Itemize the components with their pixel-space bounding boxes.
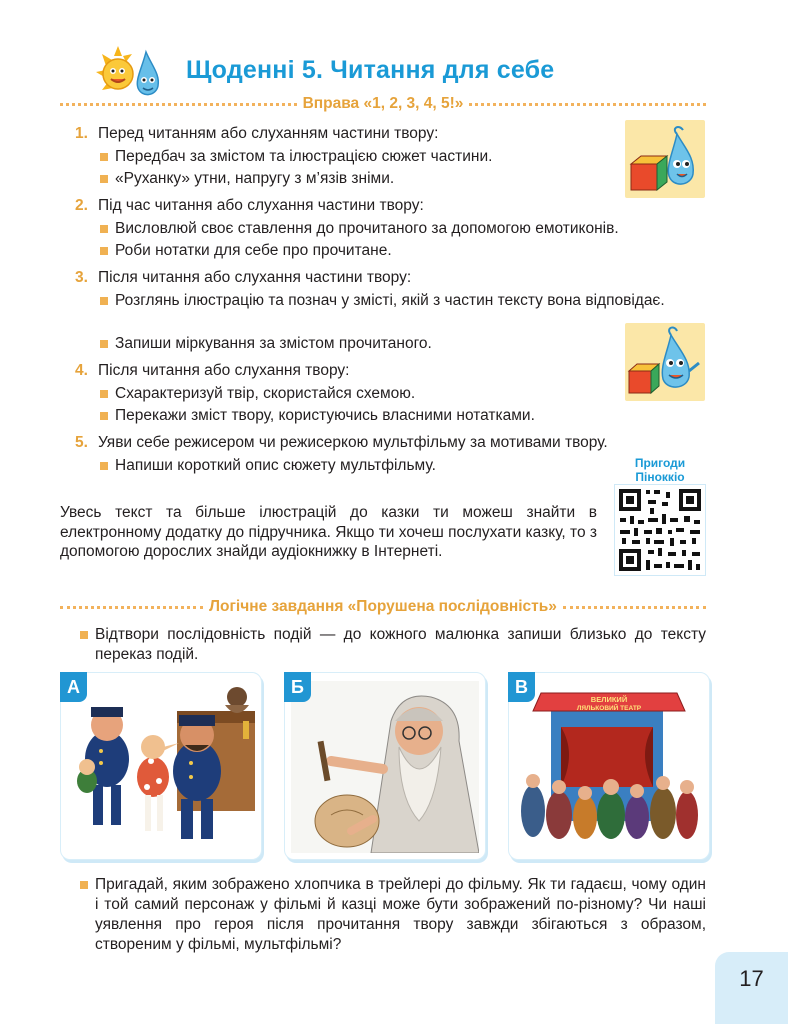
step-number: 4. [75, 362, 88, 379]
step-number: 2. [75, 197, 88, 214]
exercise-separator [60, 94, 706, 114]
step-1 [75, 124, 707, 144]
dotted-line-right [563, 606, 706, 609]
puppet-theatre-scene-drawing [515, 681, 703, 853]
illustration-label: Б [284, 672, 311, 702]
qr-caption-line-1: Пригоди [634, 456, 686, 470]
theatre-sign-line-2: ЛЯЛЬКОВИЙ ТЕАТР [576, 705, 642, 712]
info-paragraph: Увесь текст та більше ілюстрацій до казки ти можеш знайти в електронному додатку до підручника. Якщо ти хочеш послухати казку, то з допомогою дорослих знайди аудіокнижку в Інтернеті. [60, 504, 597, 560]
step-text: Перед читанням або слуханням частини твору: [98, 125, 439, 142]
logic-task-instruction: Відтвори послідовність подій — до кожного малюнка запиши близько до тексту переказ подій. [80, 625, 706, 665]
step-text: Під час читання або слухання частини твору: [98, 197, 424, 214]
step-3 [75, 268, 707, 288]
step-number: 3. [75, 269, 88, 286]
page-number: 17 [739, 966, 764, 991]
list-item: Перекажи зміст твору, користуючись власними нотатками. [100, 406, 706, 426]
drop-with-cube-illustration [625, 120, 705, 198]
qr-code[interactable] [614, 484, 706, 576]
list-item: «Руханку» утни, напругу з м’язів зніми. [100, 169, 620, 189]
list-item: Розглянь ілюстрацію та познач у змісті, якій з частин тексту вона відповідає. [100, 291, 706, 311]
dotted-line-left [60, 103, 297, 106]
dotted-line-left [60, 606, 203, 609]
illustration-a [60, 672, 262, 860]
list-item: Висловлюй своє ставлення до прочитаного за допомогою емотиконів. [100, 219, 706, 239]
qr-caption [612, 456, 708, 484]
list-item: Схарактеризуй твір, скористайся схемою. [100, 384, 706, 404]
illustration-c [508, 672, 710, 860]
step-5 [75, 433, 707, 453]
illustration-label: А [60, 672, 87, 702]
list-item: Роби нотатки для себе про прочитане. [100, 241, 706, 261]
carver-scene-drawing [291, 681, 479, 853]
step-text: Після читання або слухання частини твору: [98, 269, 412, 286]
exercise-label: Вправа «1, 2, 3, 4, 5!» [302, 95, 464, 112]
step-text: Уяви себе режисером чи режисеркою мультфільму за мотивами твору. [98, 434, 608, 451]
theatre-sign-line-1: ВЕЛИКИЙ [590, 695, 628, 704]
qr-caption-line-2: Піноккіо [635, 470, 685, 484]
page-title: Щоденні 5. Читання для себе [186, 56, 555, 84]
final-question: Пригадай, яким зображено хлопчика в трейлері до фільму. Як ти гадаєш, чому один і той самий персонаж у фільмі й казці може бути зображений по-різному? Чи наші уявлення про героя після прочитання твору завжди збігаються з образом, створеним у фільмі, мультфільмі? [80, 875, 706, 955]
illustration-label: В [508, 672, 535, 702]
list-item: Передбач за змістом та ілюстрацією сюжет частини. [100, 147, 620, 167]
step-number: 1. [75, 125, 88, 142]
list-item: Напиши короткий опис сюжету мультфільму. [100, 456, 600, 476]
logic-task-label: Логічне завдання «Порушена послідовність» [209, 598, 557, 615]
step-4 [75, 361, 707, 381]
arrest-scene-drawing [67, 681, 255, 853]
step-number: 5. [75, 434, 88, 451]
step-text: Після читання або слухання твору: [98, 362, 350, 379]
step-2 [75, 196, 707, 216]
sun-and-drop-mascot-icon [92, 42, 164, 102]
logic-task-separator [60, 597, 706, 617]
dotted-line-right [469, 103, 706, 106]
list-item: Запиши міркування за змістом прочитаного. [100, 334, 610, 354]
illustration-b [284, 672, 486, 860]
